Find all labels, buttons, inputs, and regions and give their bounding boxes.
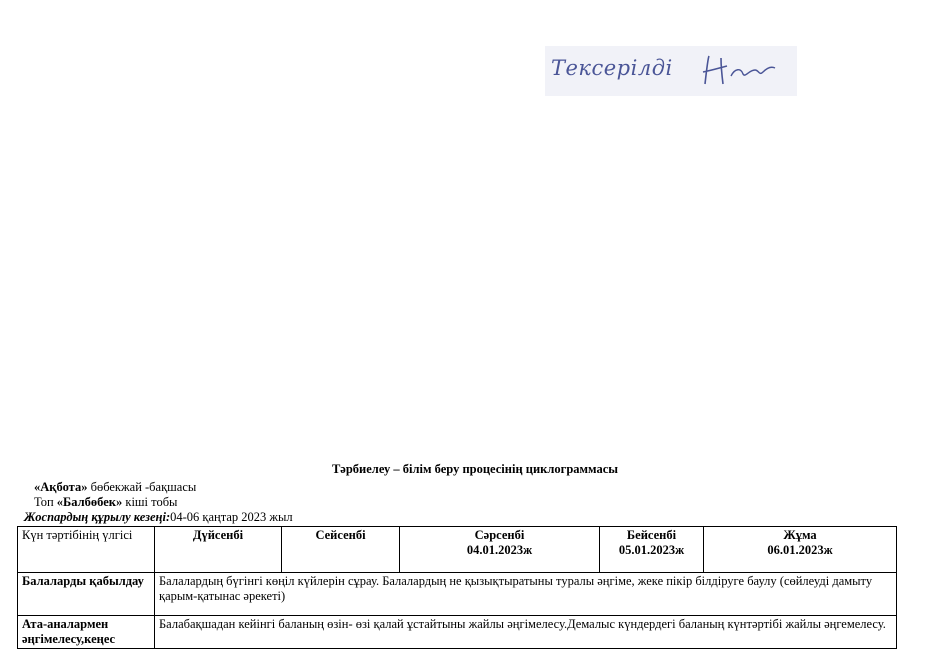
header-wednesday-date: 04.01.2023ж bbox=[466, 543, 533, 557]
row-label: Балаларды қабылдау bbox=[18, 573, 155, 616]
row-text: Балабақшадан кейінгі баланың өзін- өзі қалай ұстайтыны жайлы әңгімелесу.Демалыс күндердегі баланың күнтәртібі жайлы әңгемелесу. bbox=[155, 616, 897, 649]
table-header-row bbox=[18, 527, 897, 573]
row-label: Ата-аналармен әңгімелесу,кеңес bbox=[18, 616, 155, 649]
stamp-text: Тексерілді bbox=[551, 56, 673, 80]
period-label: Жоспардың құрылу кезеңі: bbox=[24, 510, 171, 524]
header-monday: Дүйсенбі bbox=[155, 527, 282, 573]
table-row bbox=[18, 616, 897, 649]
document-title: Тәрбиелеу – білім беру процесінің циклограммасы bbox=[331, 462, 619, 476]
period-value: 04-06 қаңтар 2023 жыл bbox=[170, 510, 293, 524]
header-friday-day: Жұма bbox=[783, 528, 817, 542]
schedule-table bbox=[17, 526, 897, 649]
header-thursday bbox=[600, 527, 704, 573]
header-thursday-date: 05.01.2023ж bbox=[618, 543, 685, 557]
header-schedule: Күн тәртібінің үлгісі bbox=[18, 527, 155, 573]
group-suffix: кіші тобы bbox=[122, 495, 178, 509]
kindergarten-suffix: бөбекжай -бақшасы bbox=[87, 480, 197, 494]
table-row bbox=[18, 573, 897, 616]
group-name: «Балбөбек» bbox=[56, 495, 123, 509]
header-friday bbox=[704, 527, 897, 573]
group-prefix: Топ bbox=[34, 495, 57, 509]
header-wednesday-day: Сәрсенбі bbox=[474, 528, 525, 542]
period-line bbox=[24, 510, 293, 525]
row-text: Балалардың бүгінгі көңіл күйлерін сұрау. Балалардың не қызықтыратыны туралы әңгіме, жеке пікір білдіруге баулу (сөйлеуді дамыту қарым-қатынас әрекеті) bbox=[155, 573, 897, 616]
header-thursday-day: Бейсенбі bbox=[626, 528, 677, 542]
header-tuesday: Сейсенбі bbox=[282, 527, 400, 573]
kindergarten-name: «Ақбота» bbox=[34, 480, 88, 494]
verification-stamp bbox=[545, 46, 797, 96]
header-wednesday bbox=[400, 527, 600, 573]
kindergarten-line bbox=[34, 480, 196, 495]
group-line bbox=[34, 495, 177, 510]
header-friday-date: 06.01.2023ж bbox=[767, 543, 833, 557]
